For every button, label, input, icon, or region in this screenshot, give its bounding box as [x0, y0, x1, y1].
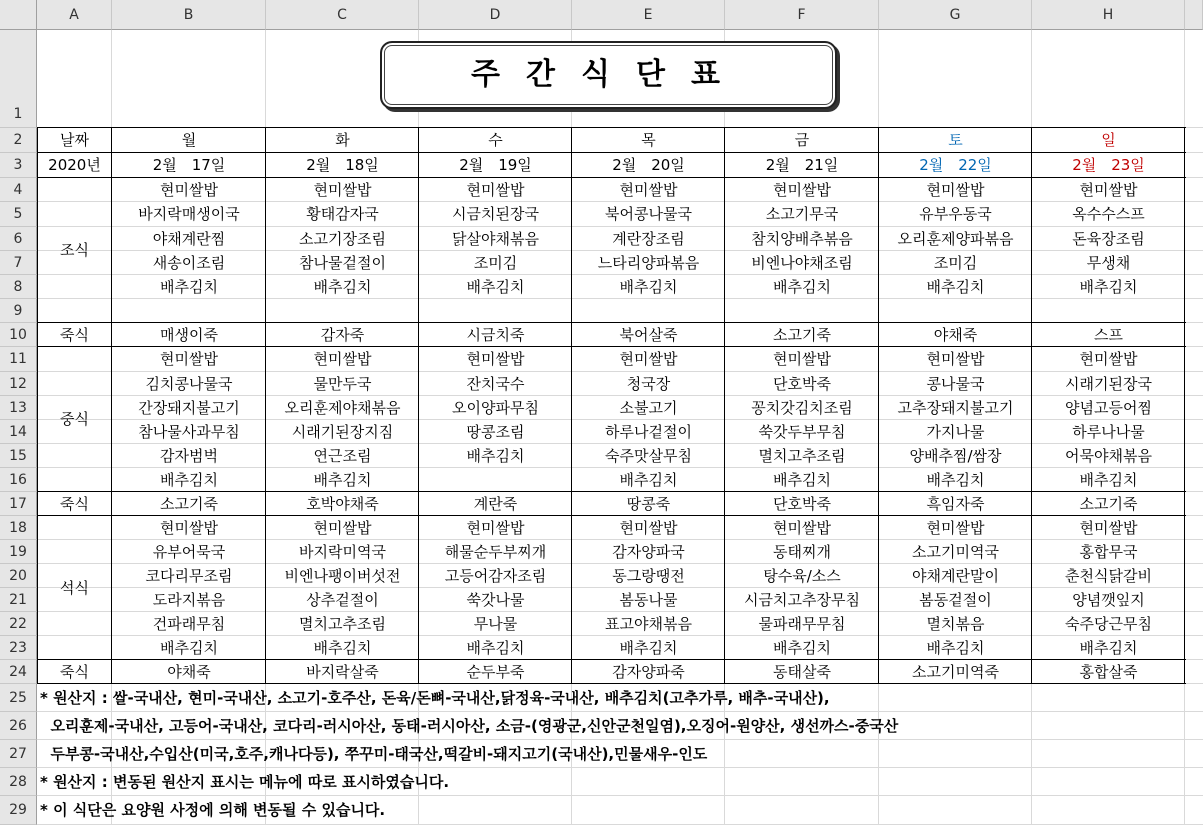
row-header-27[interactable]: 27	[0, 740, 37, 768]
table-border	[418, 127, 419, 684]
breakfast-item[interactable]: 현미쌀밥	[926, 181, 985, 199]
breakfast-item[interactable]	[880, 299, 1031, 323]
dinner-item[interactable]: 배추김치	[926, 639, 985, 657]
breakfast-label[interactable]: 조식	[60, 241, 89, 259]
porridge1-item[interactable]: 감자죽	[320, 326, 365, 344]
breakfast-item[interactable]: 배추김치	[466, 278, 525, 296]
lunch-item[interactable]: 현미쌀밥	[926, 350, 985, 368]
breakfast-item[interactable]: 바지락매생이국	[138, 205, 240, 223]
dinner-item[interactable]: 쑥갓나물	[466, 591, 525, 609]
dinner-item[interactable]: 배추김치	[313, 639, 372, 657]
breakfast-item[interactable]	[1033, 299, 1184, 323]
date-cell-1[interactable]: 2월 17일	[152, 156, 226, 174]
breakfast-item[interactable]: 비엔나야채조림	[751, 254, 853, 272]
lunch-item[interactable]: 소불고기	[619, 399, 678, 417]
lunch-item[interactable]: 간장돼지불고기	[138, 399, 240, 417]
breakfast-item[interactable]: 오리훈제양파볶음	[897, 230, 1014, 248]
row-header-21[interactable]: 21	[0, 588, 37, 612]
dinner-item[interactable]: 봄동겉절이	[919, 591, 992, 609]
table-border	[571, 127, 572, 684]
day-header-3[interactable]: 수	[488, 131, 503, 149]
row-header-14[interactable]: 14	[0, 420, 37, 444]
dinner-item[interactable]: 배추김치	[160, 639, 218, 657]
breakfast-item[interactable]: 배추김치	[313, 278, 372, 296]
breakfast-item[interactable]	[726, 299, 878, 323]
page-title: 주간식단표	[380, 41, 837, 109]
column-header-e[interactable]: E	[572, 0, 725, 30]
row-header-19[interactable]: 19	[0, 540, 37, 564]
dinner-item[interactable]: 야채계란말이	[912, 567, 999, 585]
row-header-29[interactable]: 29	[0, 796, 37, 825]
dinner-item[interactable]: 멸치고추조림	[299, 615, 386, 633]
breakfast-item[interactable]: 배추김치	[1079, 278, 1138, 296]
porridge3-item[interactable]: 순두부죽	[466, 663, 525, 681]
breakfast-item[interactable]	[113, 299, 265, 323]
column-header-f[interactable]: F	[725, 0, 879, 30]
lunch-item[interactable]: 땅콩조림	[466, 423, 525, 441]
lunch-item[interactable]: 배추김치	[926, 471, 985, 489]
lunch-label[interactable]: 중식	[60, 410, 89, 428]
row-header-22[interactable]: 22	[0, 612, 37, 636]
lunch-item[interactable]: 배추김치	[1079, 471, 1138, 489]
lunch-item[interactable]: 시래기된장국	[1065, 375, 1152, 393]
breakfast-item[interactable]: 현미쌀밥	[160, 181, 218, 199]
lunch-item[interactable]: 하루나나물	[1072, 423, 1145, 441]
dinner-item[interactable]: 춘천식닭갈비	[1065, 567, 1152, 585]
origin-note-3[interactable]: 두부콩-국내산,수입산(미국,호주,캐나다등), 쭈꾸미-태국산,떡갈비-돼지고기(국내산),민물새우-인도	[40, 745, 708, 763]
lunch-item[interactable]: 콩나물국	[926, 375, 985, 393]
porridge3-item[interactable]: 동태살죽	[773, 663, 831, 681]
dinner-item[interactable]: 현미쌀밥	[466, 519, 525, 537]
porridge3-item[interactable]: 바지락살죽	[306, 663, 379, 681]
select-all-corner[interactable]	[0, 0, 37, 30]
row-header-24[interactable]: 24	[0, 660, 37, 684]
row-header-5[interactable]: 5	[0, 202, 37, 227]
table-border	[265, 127, 266, 684]
dinner-item[interactable]: 유부어묵국	[152, 543, 226, 561]
row-header-23[interactable]: 23	[0, 636, 37, 660]
table-border	[37, 659, 1186, 660]
lunch-item[interactable]: 연근조림	[313, 447, 372, 465]
breakfast-item[interactable]: 계란장조림	[612, 230, 685, 248]
lunch-item[interactable]: 단호박죽	[773, 375, 831, 393]
column-header-h[interactable]: H	[1032, 0, 1185, 30]
lunch-item[interactable]: 배추김치	[773, 471, 831, 489]
lunch-item[interactable]: 청국장	[626, 375, 671, 393]
date-cell-2[interactable]: 2월 18일	[306, 156, 379, 174]
row-header-3[interactable]: 3	[0, 153, 37, 178]
porridge-label-3[interactable]: 죽식	[60, 663, 89, 681]
breakfast-item[interactable]: 배추김치	[619, 278, 678, 296]
lunch-item[interactable]: 배추김치	[313, 471, 372, 489]
dinner-item[interactable]: 현미쌀밥	[773, 519, 831, 537]
date-cell-5[interactable]: 2월 21일	[765, 156, 839, 174]
breakfast-item[interactable]: 참나물겉절이	[299, 254, 386, 272]
dinner-item[interactable]: 표고야채볶음	[605, 615, 692, 633]
breakfast-item[interactable]: 야채계란찜	[152, 230, 226, 248]
breakfast-item[interactable]: 돈육장조림	[1072, 230, 1145, 248]
lunch-item[interactable]: 꽁치갓김치조림	[751, 399, 853, 417]
column-header-filler	[1185, 0, 1203, 30]
breakfast-item[interactable]: 시금치된장국	[452, 205, 539, 223]
row-header-10[interactable]: 10	[0, 323, 37, 347]
table-border	[37, 152, 1186, 153]
lunch-item[interactable]: 배추김치	[160, 471, 218, 489]
dinner-item[interactable]: 감자양파국	[612, 543, 685, 561]
lunch-item[interactable]: 오리훈제야채볶음	[284, 399, 401, 417]
table-border	[37, 177, 1186, 178]
lunch-item[interactable]: 멸치고추조림	[758, 447, 846, 465]
lunch-item[interactable]: 하루나겉절이	[605, 423, 692, 441]
porridge3-item[interactable]: 홍합살죽	[1079, 663, 1138, 681]
dinner-item[interactable]: 홍합무국	[1079, 543, 1138, 561]
breakfast-item[interactable]: 느타리양파볶음	[597, 254, 700, 272]
row-header-18[interactable]: 18	[0, 516, 37, 540]
dinner-item[interactable]: 물파래무무침	[758, 615, 846, 633]
lunch-item[interactable]: 김치콩나물국	[145, 375, 233, 393]
origin-note-4[interactable]: * 원산지 : 변동된 원산지 표시는 메뉴에 따로 표시하였습니다.	[40, 773, 450, 791]
breakfast-item[interactable]	[573, 299, 724, 323]
row-header-13[interactable]: 13	[0, 396, 37, 420]
day-header-1[interactable]: 월	[181, 131, 197, 149]
table-border	[1184, 127, 1185, 684]
dinner-item[interactable]: 현미쌀밥	[313, 519, 372, 537]
dinner-item[interactable]: 탕수육/소스	[763, 567, 841, 585]
dinner-item[interactable]: 고등어감자조림	[444, 567, 547, 585]
table-border	[37, 346, 1186, 347]
dinner-item[interactable]: 도라지볶음	[152, 591, 226, 609]
breakfast-item[interactable]: 현미쌀밥	[773, 181, 831, 199]
dinner-item[interactable]: 멸치볶음	[926, 615, 985, 633]
row-header-9[interactable]: 9	[0, 299, 37, 323]
dinner-item[interactable]: 바지락미역국	[299, 543, 386, 561]
year-cell[interactable]: 2020년	[48, 156, 101, 174]
dinner-item[interactable]: 소고기미역국	[912, 543, 999, 561]
day-header-5[interactable]: 금	[794, 131, 810, 149]
breakfast-item[interactable]	[420, 299, 571, 323]
porridge1-item[interactable]: 북어살죽	[619, 326, 678, 344]
breakfast-item[interactable]: 조미김	[473, 254, 518, 272]
table-border	[37, 127, 1186, 128]
breakfast-item[interactable]: 소고기무국	[765, 205, 839, 223]
dinner-item[interactable]: 코다리무조림	[145, 567, 233, 585]
dinner-item[interactable]: 비엔나팽이버섯전	[284, 567, 401, 585]
breakfast-item[interactable]: 유부우동국	[919, 205, 992, 223]
day-header-6[interactable]: 토	[948, 131, 963, 149]
row-header-11[interactable]: 11	[0, 347, 37, 372]
dinner-item[interactable]: 현미쌀밥	[160, 519, 218, 537]
dinner-item[interactable]: 배추김치	[619, 639, 678, 657]
breakfast-item[interactable]: 무생채	[1086, 254, 1131, 272]
row-header-15[interactable]: 15	[0, 444, 37, 468]
porridge3-item[interactable]: 소고기미역죽	[912, 663, 999, 681]
dinner-item[interactable]: 현미쌀밥	[1079, 519, 1138, 537]
day-header-4[interactable]: 목	[641, 131, 656, 149]
breakfast-item[interactable]	[267, 299, 418, 323]
date-cell-3[interactable]: 2월 19일	[459, 156, 532, 174]
row-header-2[interactable]: 2	[0, 128, 37, 153]
breakfast-item[interactable]: 배추김치	[773, 278, 831, 296]
dinner-item[interactable]: 숙주당근무침	[1065, 615, 1152, 633]
table-border	[37, 515, 1186, 516]
porridge2-item[interactable]: 소고기죽	[1079, 495, 1138, 513]
date-cell-6[interactable]: 2월 22일	[919, 156, 992, 174]
breakfast-item[interactable]: 현미쌀밥	[1079, 181, 1138, 199]
breakfast-item[interactable]: 새송이조림	[152, 254, 226, 272]
dinner-item[interactable]: 양념깻잎지	[1072, 591, 1145, 609]
breakfast-item[interactable]: 배추김치	[926, 278, 985, 296]
lunch-item[interactable]: 물만두국	[313, 375, 372, 393]
porridge1-item[interactable]: 스프	[1094, 326, 1123, 344]
porridge1-item[interactable]: 야채죽	[933, 326, 978, 344]
column-header-g[interactable]: G	[879, 0, 1032, 30]
lunch-item[interactable]: 잔치국수	[466, 375, 525, 393]
lunch-item[interactable]: 양념고등어찜	[1065, 399, 1152, 417]
date-cell-7[interactable]: 2월 23일	[1072, 156, 1145, 174]
breakfast-item[interactable]: 북어콩나물국	[605, 205, 692, 223]
breakfast-item[interactable]: 황태감자국	[306, 205, 379, 223]
row-header-4[interactable]: 4	[0, 178, 37, 202]
lunch-item[interactable]: 어묵야채볶음	[1065, 447, 1152, 465]
porridge1-item[interactable]: 매생이죽	[160, 326, 218, 344]
porridge2-item[interactable]: 흑임자죽	[926, 495, 985, 513]
lunch-item[interactable]: 현미쌀밥	[313, 350, 372, 368]
lunch-item[interactable]: 오이양파무침	[452, 399, 539, 417]
lunch-item[interactable]: 가지나물	[926, 423, 985, 441]
row-header-16[interactable]: 16	[0, 468, 37, 492]
dinner-item[interactable]: 배추김치	[466, 639, 525, 657]
column-header-c[interactable]: C	[266, 0, 419, 30]
lunch-item[interactable]: 현미쌀밥	[160, 350, 218, 368]
dinner-item[interactable]: 해물순두부찌개	[444, 543, 547, 561]
breakfast-item[interactable]: 옥수수스프	[1072, 205, 1145, 223]
row-header-20[interactable]: 20	[0, 564, 37, 588]
origin-note-1[interactable]: * 원산지 : 쌀-국내산, 현미-국내산, 소고기-호주산, 돈육/돈뼈-국내산,닭정육-국내산, 배추김치(고추가루, 배추-국내산),	[40, 689, 830, 707]
row-header-28[interactable]: 28	[0, 768, 37, 796]
row-header-26[interactable]: 26	[0, 712, 37, 740]
column-header-a[interactable]: A	[37, 0, 112, 30]
row-header-12[interactable]: 12	[0, 372, 37, 396]
lunch-item[interactable]: 현미쌀밥	[773, 350, 831, 368]
lunch-item[interactable]: 양배추찜/쌈장	[909, 447, 1002, 465]
row-header-8[interactable]: 8	[0, 275, 37, 299]
porridge1-item[interactable]: 소고기죽	[773, 326, 831, 344]
dinner-item[interactable]: 건파래무침	[152, 615, 226, 633]
dinner-item[interactable]: 봄동나물	[619, 591, 678, 609]
lunch-item[interactable]: 현미쌀밥	[466, 350, 525, 368]
porridge-label-1[interactable]: 죽식	[60, 326, 89, 344]
row-header-6[interactable]: 6	[0, 227, 37, 251]
dinner-item[interactable]: 동태찌개	[773, 543, 831, 561]
porridge2-item[interactable]: 계란죽	[473, 495, 518, 513]
row-header-7[interactable]: 7	[0, 251, 37, 275]
porridge1-item[interactable]: 시금치죽	[466, 326, 525, 344]
breakfast-item[interactable]: 참치양배추볶음	[751, 230, 853, 248]
breakfast-item[interactable]: 현미쌀밥	[466, 181, 525, 199]
lunch-item[interactable]	[420, 468, 571, 492]
breakfast-item[interactable]: 소고기장조림	[299, 230, 386, 248]
porridge2-item[interactable]: 땅콩죽	[626, 495, 671, 513]
dinner-item[interactable]: 시금치고추장무침	[744, 591, 860, 609]
lunch-item[interactable]: 고추장돼지불고기	[897, 399, 1014, 417]
dinner-item[interactable]: 상추겉절이	[306, 591, 379, 609]
lunch-item[interactable]: 시래기된장지짐	[291, 423, 394, 441]
table-border	[37, 127, 38, 684]
breakfast-item[interactable]: 배추김치	[160, 278, 218, 296]
dinner-item[interactable]: 동그랑땡전	[612, 567, 685, 585]
date-label-cell[interactable]: 날짜	[60, 131, 89, 149]
dinner-item[interactable]: 무나물	[473, 615, 518, 633]
lunch-item[interactable]: 감자범벅	[160, 447, 218, 465]
column-header-b[interactable]: B	[112, 0, 266, 30]
row-header-1[interactable]: 1	[0, 30, 37, 128]
table-border	[37, 322, 1186, 323]
table-border	[1031, 127, 1032, 684]
breakfast-item[interactable]: 닭살야채볶음	[452, 230, 539, 248]
dinner-item[interactable]: 배추김치	[1079, 639, 1138, 657]
table-border	[878, 127, 879, 684]
table-border	[111, 127, 112, 684]
breakfast-item[interactable]: 조미김	[933, 254, 978, 272]
day-header-2[interactable]: 화	[335, 131, 350, 149]
lunch-item[interactable]: 배추김치	[619, 471, 678, 489]
lunch-item[interactable]: 쑥갓두부무침	[758, 423, 846, 441]
porridge3-item[interactable]: 야채죽	[167, 663, 211, 681]
porridge2-item[interactable]: 단호박죽	[773, 495, 831, 513]
lunch-item[interactable]: 현미쌀밥	[1079, 350, 1138, 368]
origin-note-2[interactable]: 오리훈제-국내산, 고등어-국내산, 코다리-러시아산, 동태-러시아산, 소금-(영광군,신안군천일염),오징어-원양산, 생선까스-중국산	[40, 717, 899, 735]
porridge2-item[interactable]: 소고기죽	[160, 495, 218, 513]
dinner-item[interactable]: 현미쌀밥	[926, 519, 985, 537]
breakfast-item[interactable]: 현미쌀밥	[313, 181, 372, 199]
origin-note-5[interactable]: * 이 식단은 요양원 사정에 의해 변동될 수 있습니다.	[40, 801, 386, 819]
dinner-item[interactable]: 현미쌀밥	[619, 519, 678, 537]
lunch-item[interactable]: 현미쌀밥	[619, 350, 678, 368]
dinner-label[interactable]: 석식	[60, 579, 89, 597]
porridge-label-2[interactable]: 죽식	[60, 495, 89, 513]
date-cell-4[interactable]: 2월 20일	[612, 156, 685, 174]
day-header-7[interactable]: 일	[1101, 131, 1116, 149]
table-border	[37, 491, 1186, 492]
table-border	[724, 127, 725, 684]
lunch-item[interactable]: 참나물사과무침	[138, 423, 240, 441]
column-header-d[interactable]: D	[419, 0, 572, 30]
breakfast-item[interactable]: 현미쌀밥	[619, 181, 678, 199]
row-header-17[interactable]: 17	[0, 492, 37, 516]
lunch-item[interactable]: 숙주맛살무침	[605, 447, 692, 465]
porridge3-item[interactable]: 감자양파죽	[612, 663, 685, 681]
dinner-item[interactable]: 배추김치	[773, 639, 831, 657]
porridge2-item[interactable]: 호박야채죽	[306, 495, 379, 513]
lunch-item[interactable]: 배추김치	[466, 447, 525, 465]
row-header-25[interactable]: 25	[0, 684, 37, 712]
